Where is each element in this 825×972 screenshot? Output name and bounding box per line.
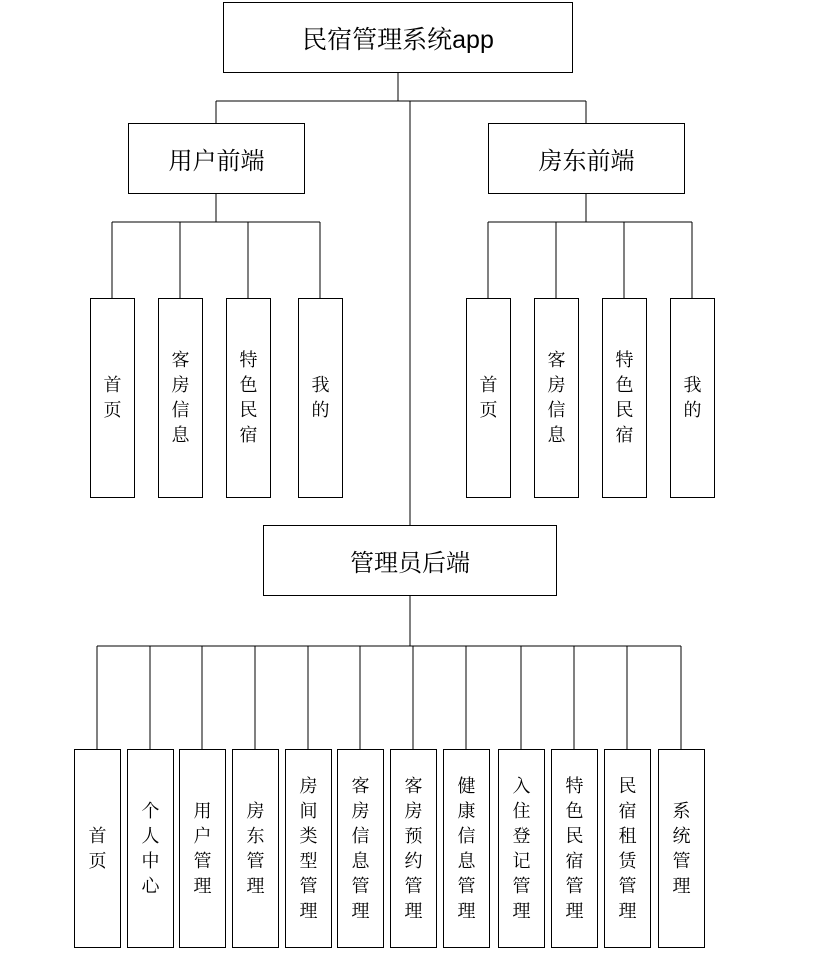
admin-back-child-label: 用 户 管 理 bbox=[193, 800, 212, 896]
landlord-front-child-label: 客 房 信 息 bbox=[547, 350, 566, 445]
admin-back-label: 管理员后端 bbox=[350, 550, 470, 577]
admin-back-child-label: 个 人 中 心 bbox=[141, 800, 160, 896]
admin-back-child-label: 首 页 bbox=[88, 825, 107, 871]
landlord-front-child-label: 特 色 民 宿 bbox=[615, 350, 634, 445]
admin-back-child-3 bbox=[179, 749, 226, 948]
admin-back-child-label: 房 东 管 理 bbox=[246, 800, 265, 896]
admin-back-child-label: 入 住 登 记 管 理 bbox=[512, 775, 531, 921]
admin-back-child-label: 系 统 管 理 bbox=[672, 800, 691, 896]
root-label: 民宿管理系统app bbox=[302, 25, 494, 54]
admin-back-child-label: 客 房 信 息 管 理 bbox=[351, 775, 370, 921]
admin-back-child-9 bbox=[498, 749, 545, 948]
landlord-front-child-label: 首 页 bbox=[479, 375, 498, 420]
admin-back-node bbox=[263, 525, 557, 596]
user-front-child-1 bbox=[90, 298, 135, 498]
landlord-front-child-2 bbox=[534, 298, 579, 498]
landlord-front-node bbox=[488, 123, 685, 194]
root-node bbox=[223, 2, 573, 73]
admin-back-child-label: 特 色 民 宿 管 理 bbox=[565, 775, 584, 921]
landlord-front-child-4 bbox=[670, 298, 715, 498]
admin-back-child-1 bbox=[74, 749, 121, 948]
admin-back-child-4 bbox=[232, 749, 279, 948]
user-front-child-3 bbox=[226, 298, 271, 498]
admin-back-child-label: 房 间 类 型 管 理 bbox=[299, 775, 318, 921]
admin-back-child-label: 民 宿 租 赁 管 理 bbox=[618, 775, 637, 921]
user-front-child-label: 客 房 信 息 bbox=[171, 350, 190, 445]
landlord-front-child-label: 我 的 bbox=[683, 375, 702, 420]
user-front-child-label: 首 页 bbox=[103, 375, 122, 420]
landlord-front-child-1 bbox=[466, 298, 511, 498]
admin-back-child-11 bbox=[604, 749, 651, 948]
user-front-label: 用户前端 bbox=[168, 148, 265, 175]
admin-back-child-10 bbox=[551, 749, 598, 948]
admin-back-child-2 bbox=[127, 749, 174, 948]
admin-back-child-label: 健 康 信 息 管 理 bbox=[457, 775, 476, 921]
admin-back-child-7 bbox=[390, 749, 437, 948]
admin-back-child-label: 客 房 预 约 管 理 bbox=[404, 775, 423, 921]
user-front-child-label: 我 的 bbox=[311, 375, 330, 420]
user-front-child-4 bbox=[298, 298, 343, 498]
admin-back-child-12 bbox=[658, 749, 705, 948]
landlord-front-label: 房东前端 bbox=[538, 148, 635, 175]
user-front-child-2 bbox=[158, 298, 203, 498]
admin-back-child-6 bbox=[337, 749, 384, 948]
admin-back-child-8 bbox=[443, 749, 490, 948]
user-front-child-label: 特 色 民 宿 bbox=[239, 350, 258, 445]
admin-back-child-5 bbox=[285, 749, 332, 948]
landlord-front-child-3 bbox=[602, 298, 647, 498]
user-front-node bbox=[128, 123, 305, 194]
